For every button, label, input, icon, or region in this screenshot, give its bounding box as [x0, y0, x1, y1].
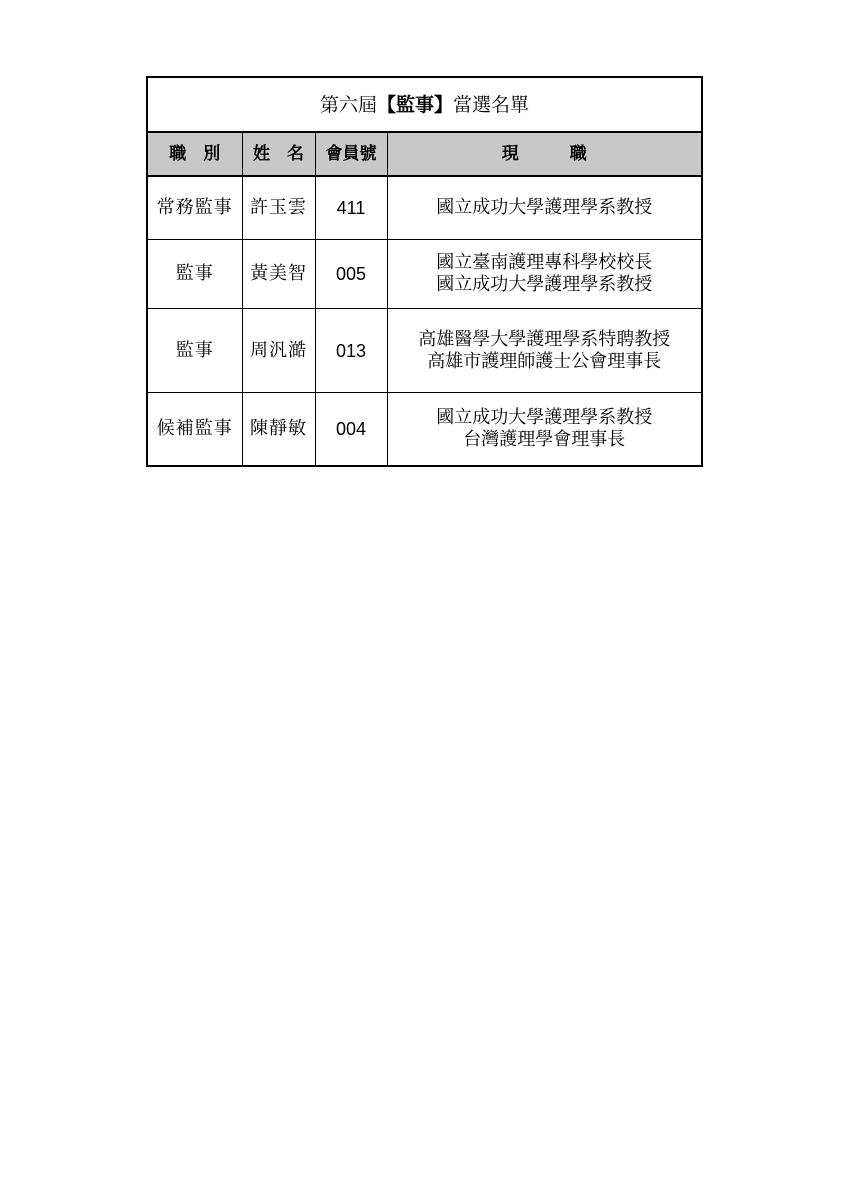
- job-line: 國立成功大學護理學系教授: [436, 197, 653, 218]
- title-suffix: 當選名單: [453, 93, 530, 116]
- table-title: [147, 77, 702, 132]
- row-member-no: 005: [315, 240, 387, 309]
- row-position: 候補監事: [147, 393, 242, 467]
- table-row: [147, 176, 702, 240]
- job-line: 高雄醫學大學護理學系特聘教授: [418, 328, 671, 350]
- job-line: 國立成功大學護理學系教授: [436, 407, 653, 428]
- row-member-no: 411: [315, 176, 387, 240]
- row-current-job: [387, 393, 702, 467]
- job-line: 國立臺南護理專科學校校長: [436, 252, 653, 273]
- table-row: [147, 393, 702, 467]
- row-member-no: 013: [315, 309, 387, 393]
- row-current-job: [387, 309, 702, 393]
- title-keyword: 監事: [396, 93, 435, 116]
- job-line: 台灣護理學會理事長: [463, 429, 626, 450]
- title-prefix: 第六屆: [319, 93, 377, 116]
- row-name: 陳靜敏: [242, 393, 315, 467]
- header-member-no: 會員號: [315, 132, 387, 176]
- row-position: 監事: [147, 309, 242, 393]
- title-bracket-open: 【: [376, 93, 396, 116]
- row-member-no: 004: [315, 393, 387, 467]
- title-bracket-close: 】: [434, 93, 454, 116]
- header-position: 職 別: [147, 132, 242, 176]
- row-position: 監事: [147, 240, 242, 309]
- supervisors-roster-table: [146, 76, 703, 467]
- header-current-job: 現 職: [387, 132, 702, 176]
- table-row: [147, 309, 702, 393]
- row-name: 許玉雲: [242, 176, 315, 240]
- job-line: 國立成功大學護理學系教授: [436, 274, 653, 295]
- row-position: 常務監事: [147, 176, 242, 240]
- row-name: 周汎澔: [242, 309, 315, 393]
- header-name: 姓 名: [242, 132, 315, 176]
- job-line: 高雄市護理師護士公會理事長: [427, 350, 662, 372]
- table-row: [147, 240, 702, 309]
- row-current-job: [387, 240, 702, 309]
- row-name: 黃美智: [242, 240, 315, 309]
- row-current-job: [387, 176, 702, 240]
